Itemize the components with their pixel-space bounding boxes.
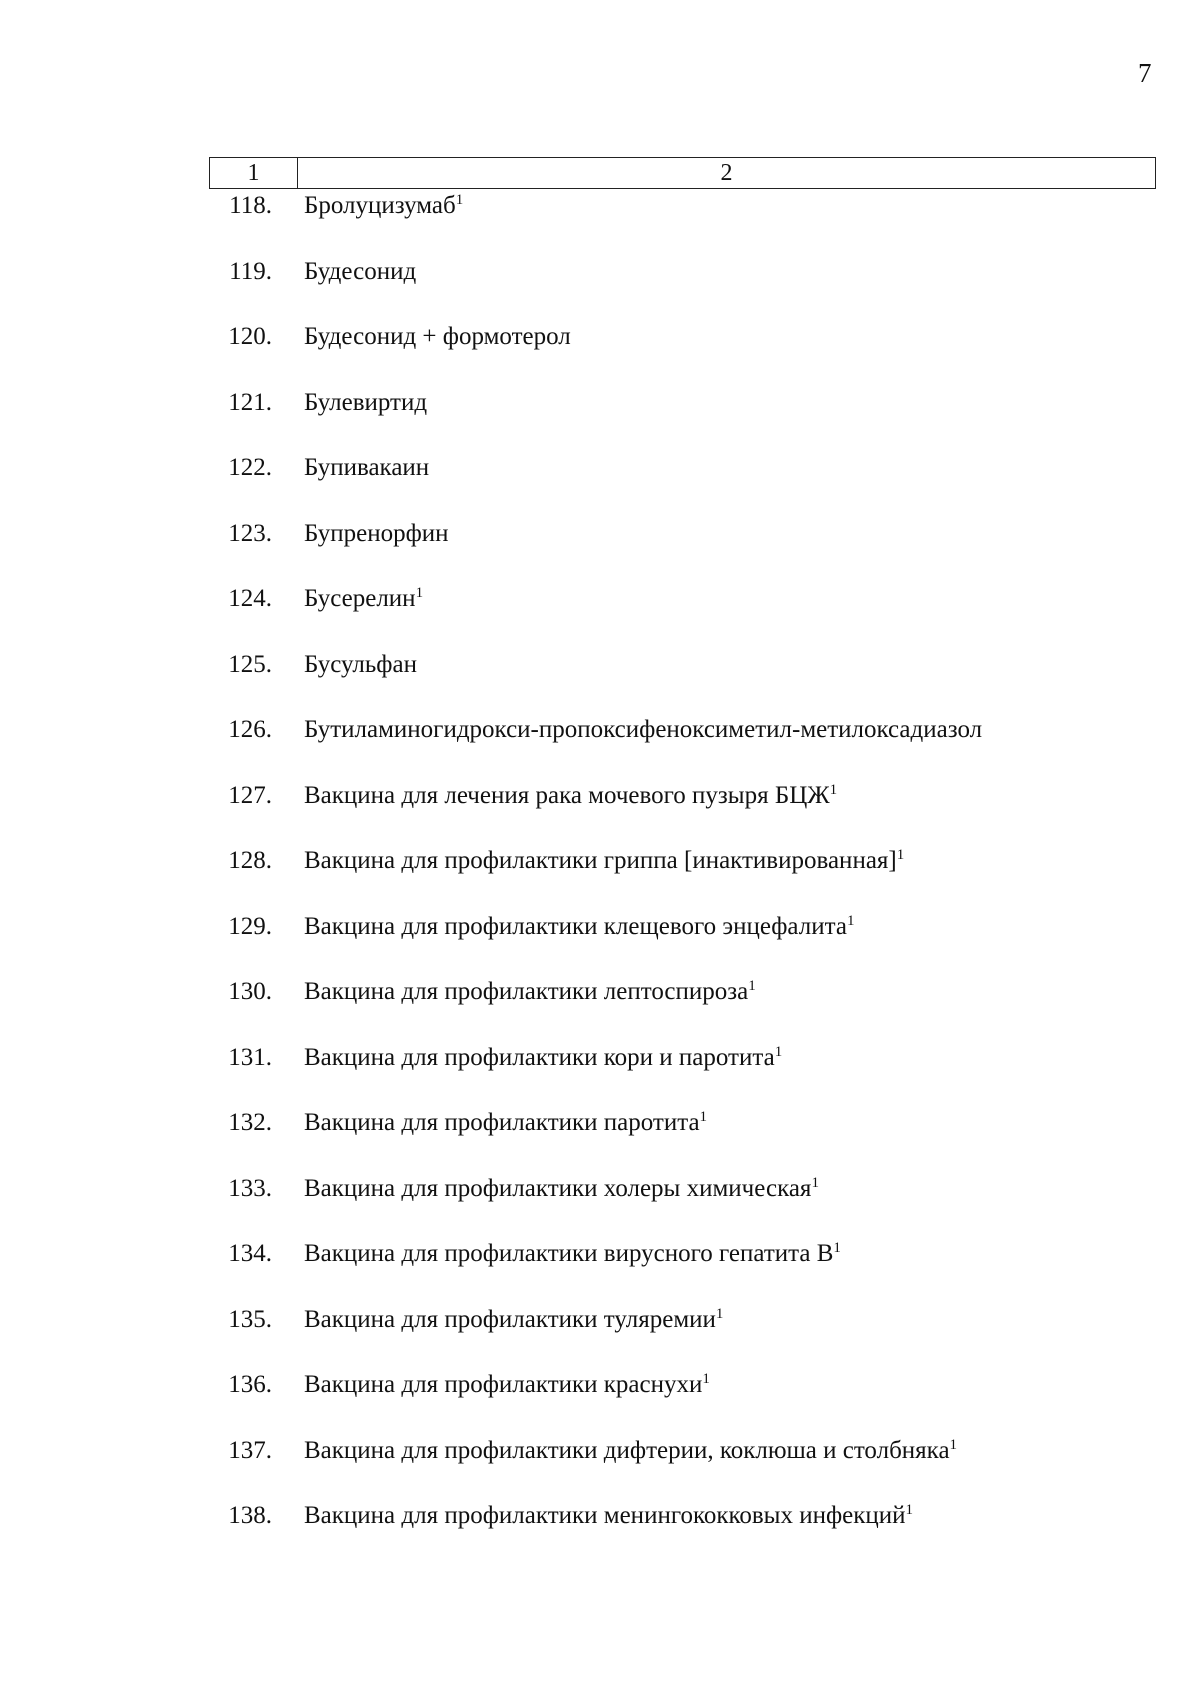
row-drug-name	[272, 911, 854, 943]
table-row	[209, 452, 1169, 518]
table-header-col2: 2	[720, 160, 733, 186]
row-number: 127.	[228, 781, 272, 809]
row-number: 118.	[229, 192, 272, 219]
row-number: 121.	[228, 388, 272, 416]
table-row	[209, 1500, 1169, 1566]
table-header	[209, 157, 1156, 189]
table-row	[209, 1107, 1169, 1173]
row-drug-name	[272, 1435, 957, 1467]
footnote-marker: 1	[748, 978, 756, 994]
drug-name-text: Бупивакаин	[304, 454, 430, 481]
drug-name-text: Вакцина для профилактики краснухи	[304, 1371, 703, 1398]
row-number: 122.	[228, 454, 272, 481]
footnote-marker: 1	[774, 1043, 783, 1060]
drug-name-text: Вакцина для профилактики туляремии	[304, 1305, 716, 1333]
row-number: 132.	[228, 1109, 272, 1136]
drug-name-text: Вакцина для профилактики холеры химическая	[304, 1174, 812, 1202]
row-drug-name	[272, 780, 837, 812]
table-row	[209, 649, 1169, 715]
drug-name-text: Вакцина для профилактики лептоспироза	[304, 978, 749, 1005]
footnote-marker: 1	[702, 1371, 710, 1387]
table-row	[209, 190, 1169, 256]
footnote-marker: 1	[846, 912, 855, 929]
table-row	[209, 845, 1169, 911]
row-drug-name	[272, 256, 416, 288]
row-drug-name	[272, 387, 427, 419]
drug-name-text: Вакцина для профилактики вирусного гепатита В	[304, 1240, 834, 1267]
drug-name-text: Будесонид + формотерол	[304, 323, 571, 350]
row-number: 120.	[228, 323, 272, 350]
table-row	[209, 911, 1169, 977]
footnote-marker: 1	[715, 1305, 724, 1322]
drug-name-text: Вакцина для профилактики гриппа [инактивированная]	[304, 847, 897, 874]
row-number: 125.	[228, 650, 272, 678]
footnote-marker: 1	[833, 1240, 841, 1256]
row-drug-name	[272, 518, 449, 550]
row-drug-name	[272, 976, 756, 1008]
footnote-marker: 1	[905, 1502, 914, 1518]
row-number: 128.	[228, 847, 272, 874]
row-number: 137.	[228, 1436, 272, 1464]
row-drug-name	[272, 1369, 710, 1401]
drug-name-text: Вакцина для профилактики клещевого энцефалита	[304, 912, 847, 940]
row-number: 130.	[228, 978, 272, 1005]
drug-list	[209, 190, 1169, 1566]
table-row	[209, 321, 1169, 387]
drug-name-text: Бупренорфин	[304, 519, 449, 547]
row-drug-name	[272, 321, 571, 353]
row-number: 129.	[228, 912, 272, 940]
row-number: 131.	[228, 1043, 272, 1071]
drug-name-text: Будесонид	[304, 257, 417, 285]
page-number: 7	[1138, 58, 1152, 88]
table-row	[209, 387, 1169, 453]
row-drug-name	[272, 845, 904, 877]
footnote-marker: 1	[811, 1174, 819, 1191]
footnote-marker: 1	[829, 781, 838, 798]
row-number: 133.	[228, 1174, 272, 1202]
table-row	[209, 583, 1169, 649]
footnote-marker: 1	[699, 1109, 708, 1125]
drug-name-text: Бролуцизумаб	[304, 192, 456, 219]
table-row	[209, 1173, 1169, 1239]
table-row	[209, 714, 1169, 780]
row-number: 124.	[228, 585, 272, 612]
row-drug-name	[272, 649, 417, 681]
row-drug-name	[272, 190, 463, 222]
row-drug-name	[272, 1500, 913, 1532]
drug-name-text: Вакцина для профилактики кори и паротита	[304, 1043, 775, 1071]
footnote-marker: 1	[455, 192, 464, 208]
drug-name-text: Бусульфан	[304, 650, 417, 678]
table-header-col1: 1	[210, 158, 298, 188]
table-row	[209, 256, 1169, 322]
table-row	[209, 1304, 1169, 1370]
row-drug-name	[272, 1107, 707, 1139]
row-number: 138.	[228, 1502, 272, 1529]
row-drug-name	[272, 1173, 819, 1205]
row-number: 134.	[228, 1240, 272, 1267]
table-row	[209, 518, 1169, 584]
drug-name-text: Бутиламиногидрокси-пропоксифеноксиметил-метилоксадиазол	[304, 716, 983, 743]
footnote-marker: 1	[896, 847, 905, 863]
row-drug-name	[272, 452, 429, 484]
table-row	[209, 976, 1169, 1042]
table-row	[209, 1435, 1169, 1501]
drug-name-text: Булевиртид	[304, 388, 428, 416]
row-number: 135.	[228, 1305, 272, 1333]
table-row	[209, 1042, 1169, 1108]
drug-name-text: Вакцина для лечения рака мочевого пузыря БЦЖ	[304, 781, 830, 809]
footnote-marker: 1	[415, 585, 424, 601]
row-drug-name	[272, 583, 423, 615]
row-drug-name	[272, 1042, 782, 1074]
row-drug-name	[272, 1304, 723, 1336]
row-number: 119.	[229, 257, 272, 285]
drug-name-text: Вакцина для профилактики менингококковых инфекций	[304, 1502, 906, 1529]
table-row	[209, 1238, 1169, 1304]
table-row	[209, 780, 1169, 846]
drug-name-text: Бусерелин	[304, 585, 416, 612]
drug-name-text: Вакцина для профилактики паротита	[304, 1109, 700, 1136]
row-number: 136.	[228, 1371, 272, 1398]
row-number: 126.	[228, 716, 272, 743]
row-drug-name	[272, 714, 982, 746]
table-row	[209, 1369, 1169, 1435]
footnote-marker: 1	[949, 1436, 958, 1453]
drug-name-text: Вакцина для профилактики дифтерии, коклюша и столбняка	[304, 1436, 950, 1464]
row-drug-name	[272, 1238, 841, 1270]
row-number: 123.	[228, 519, 272, 547]
